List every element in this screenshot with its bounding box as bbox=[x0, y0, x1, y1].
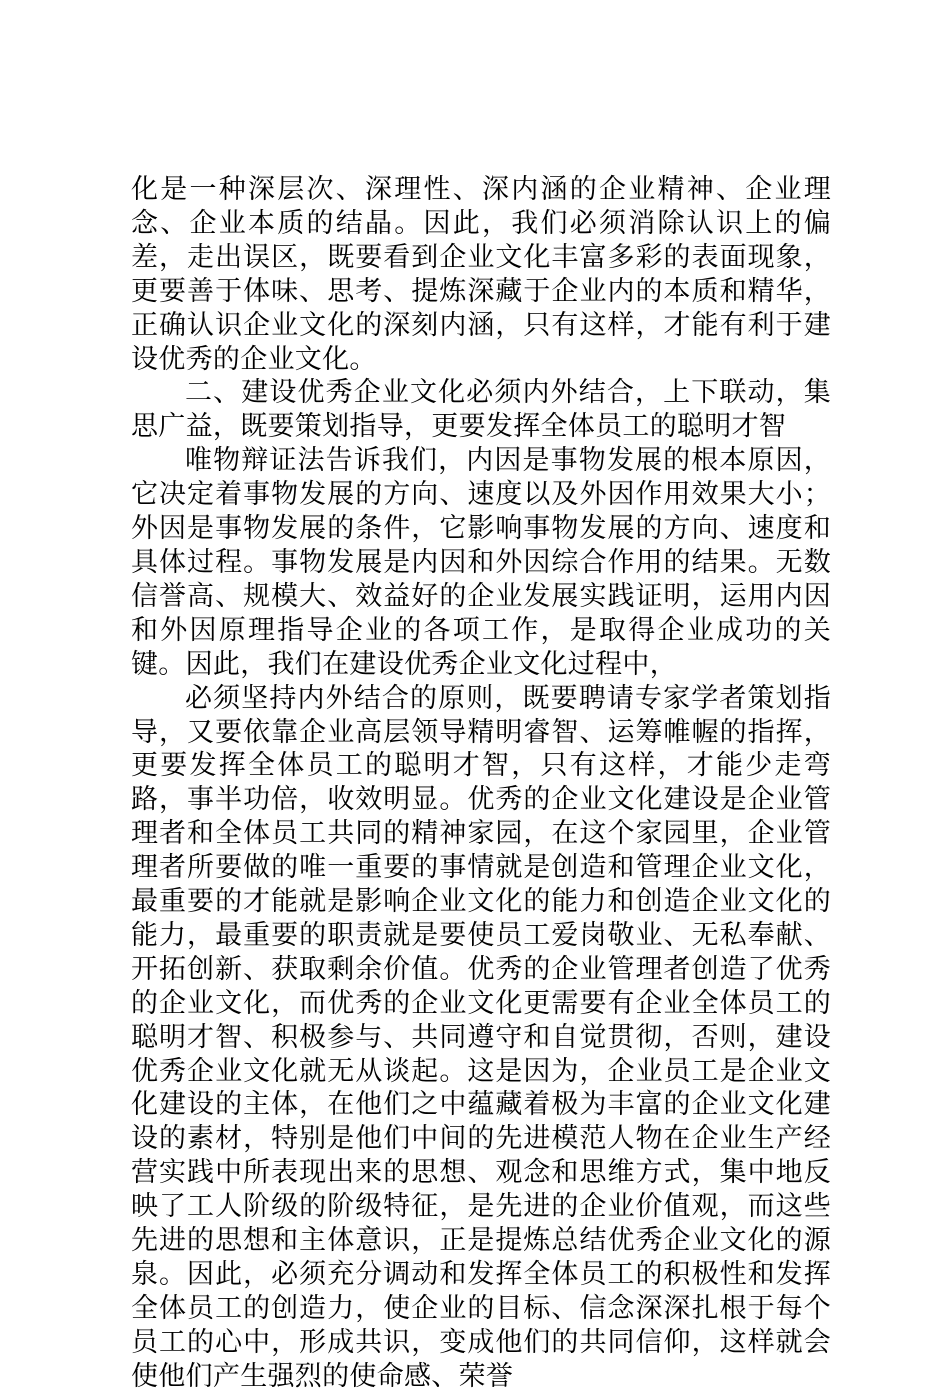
section-heading: 二、建设优秀企业文化必须内外结合，上下联动，集思广益，既要策划指导，更要发挥全体员工的聪明才智 bbox=[131, 377, 831, 443]
document-body bbox=[131, 173, 831, 1394]
paragraph-continuation: 化是一种深层次、深理性、深内涵的企业精神、企业理念、企业本质的结晶。因此，我们必须消除认识上的偏差，走出误区，既要看到企业文化丰富多彩的表面现象，更要善于体味、思考、提炼深藏于企业内的本质和精华，正确认识企业文化的深刻内涵，只有这样，才能有利于建设优秀的企业文化。 bbox=[131, 174, 831, 375]
paragraph-dialectics: 唯物辩证法告诉我们，内因是事物发展的根本原因，它决定着事物发展的方向、速度以及外因作用效果大小；外因是事物发展的条件，它影响事物发展的方向、速度和具体过程。事物发展是内因和外因综合作用的结果。无数信誉高、规模大、效益好的企业发展实践证明，运用内因和外因原理指导企业的各项工作，是取得企业成功的关键。因此，我们在建设优秀企业文化过程中， bbox=[131, 445, 831, 680]
paragraph-principle: 必须坚持内外结合的原则，既要聘请专家学者策划指导，又要依靠企业高层领导精明睿智、运筹帷幄的指挥，更要发挥全体员工的聪明才智，只有这样，才能少走弯路，事半功倍，收效明显。优秀的企业文化建设是企业管理者和全体员工共同的精神家园，在这个家园里，企业管理者所要做的唯一重要的事情就是创造和管理企业文化，最重要的才能就是影响企业文化的能力和创造企业文化的能力，最重要的职责就是要使员工爱岗敬业、无私奉献、开拓创新、获取剩余价值。优秀的企业管理者创造了优秀的企业文化，而优秀的企业文化更需要有企业全体员工的聪明才智、积极参与、共同遵守和自觉贯彻，否则，建设优秀企业文化就无从谈起。这是因为，企业员工是企业文化建设的主体，在他们之中蕴藏着极为丰富的企业文化建设的素材，特别是他们中间的先进模范人物在企业生产经营实践中所表现出来的思想、观念和思维方式，集中地反映了工人阶级的阶级特征，是先进的企业价值观，而这些先进的思想和主体意识，正是提炼总结优秀企业文化的源泉。因此，必须充分调动和发挥全体员工的积极性和发挥全体员工的创造力，使企业的目标、信念深深扎根于每个员工的心中，形成共识，变成他们的共同信仰，这样就会使他们产生强烈的使命感、荣誉 bbox=[131, 682, 831, 1392]
